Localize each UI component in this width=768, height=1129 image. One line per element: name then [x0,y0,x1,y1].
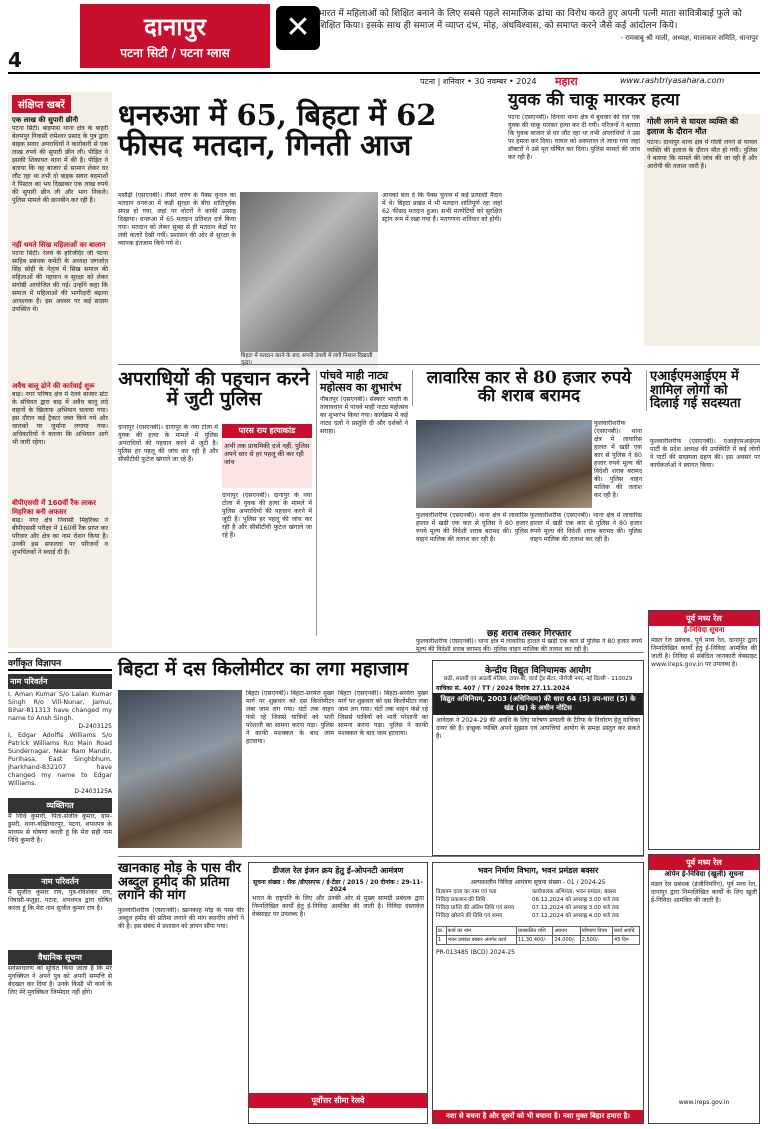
liquor-subhead: छह शराब तस्कर गिरफ्तार [486,629,572,639]
lead-photo-caption: बिहटा में मतदान करने के बाद अपनी उंगली में लगी निशान दिखाती वृद्धा। [240,352,378,368]
table-header-cell: प्राक्कलित राशि [516,927,552,936]
jam-story [118,660,428,680]
building-tender-title: भवन निर्माण विभाग, भवन प्रमंडल बक्सर [477,866,599,875]
brief-title: एक लाख की सुपारी छीनी [12,116,79,124]
lead-photo [240,192,378,352]
tender-footer: नशा से बचना है और दूसरों को भी बचाना है। नशा मुक्त बिहार हमारा है। [433,1110,643,1123]
classified-ads [8,656,112,1124]
x-logo-icon: ✕ [276,6,320,50]
table-header-cell: परिमाण विपत्र [580,927,612,936]
brief-body: बाढ़। नगर क्षेत्र निवासी मिहरिका ने बीपीएससी परीक्षा में 160वीं रैंक प्राप्त कर परिवार और क्षेत्र का नाम रोशन किया है। उनकी इस सफलता पर परिजनों व शुभचिंतकों ने बधाई दी है। [12,517,108,556]
classified-ad: I, Edgar Adolfis Williams S/o Patrick Williams R/o Main Road Sundernagar, Near Ram Mandir, Purihasa, East Singhbhum, Jharkhand-832107 have changed my name to Edgar Williams. [8,732,112,787]
tender-row-label: निविदा खोलने की तिथि एवं समय [436,913,503,919]
masthead [8,4,274,72]
jam-headline: बिहटा में दस किलोमीटर का लगा महाजाम [118,658,409,680]
police-headline: अपराधियों की पहचान करने में जुटी पुलिस [118,368,310,410]
brief-title: नहीं थमते सिख महिलाओं का बालान [12,241,106,249]
liquor-headline: लावारिस कार से 80 हजार रुपये की शराब बरामद [426,368,632,406]
jam-body-2: बिहटा (एसएनबी)। बिहटा-सरमेरा मुख्य मार्ग पर शुक्रवार को दस किलोमीटर लंबा जाम लग गया। घंटों तक वाहन फंसे रहे जिससे यात्रियों को भारी परेशानी का सामना करना पड़ा। पुलिस ने काफी मशक्कत के बाद जाम हटवाया। [338,690,428,737]
tender-row-value: 07.12.2024 को अपराह्न 3.00 बजे तक [532,905,620,911]
liquor-story [412,370,642,406]
liquor-photo [416,420,592,508]
rail-tender-notice [248,862,428,1124]
tender-row-value: 06.12.2024 को अपराह्न 3.00 बजे तक [532,897,620,903]
classified-ad: I, Aman Kumar S/o Lalan Kumar Singh R/o Vill-Nunar, Jamui, Bihar-811313 have changed my name to Ansh Singh. [8,691,112,722]
cerc-notice [432,660,644,856]
shooting-box-body: पटना। दानापुर थाना क्षेत्र में गोली लगने से घायल व्यक्ति की इलाज के दौरान मौत हो गयी। पुलिस ने बताया कि मामले की जांच की जा रही है और आरोपी की तलाश जारी है। [647,139,757,170]
classified-tag: वर्गीकृत विज्ञापन [8,656,112,671]
shooting-box-title: गोली लगने से घायल व्यक्ति की इलाज के दौरान मौत [647,117,739,136]
knife-body: पटना (एसएनबी)। दिनारा थाना क्षेत्र में बुधवार की रात एक युवक की चाकू मारकर हत्या कर दी गयी। परिजनों ने बताया कि युवक बाजार से घर लौट रहा था तभी अपराधियों ने उस पर हमला कर दिया। घायल को अस्पताल ले जाया गया जहां डॉक्टरों ने उसे मृत घोषित कर दिया। पुलिस मामले की जांच कर रही है। [508,114,640,161]
website-link[interactable]: www.rashtriyasahara.com [620,76,725,85]
drama-body: नौबतपुर (एसएनबी)। संस्कार भारती के तत्वावधान में पांचवे माही नाट्य महोत्सव का शुभारंभ किया गया। कार्यक्रम में कई नाट्य दलों ने प्रस्तुति दी और दर्शकों ने सराहा। [320,396,408,436]
knife-story [508,92,760,110]
shooting-box [644,114,760,346]
quote-author: - रामबाबू श्री माली, अध्यक्ष, मालाकार समिति, धानापुर [620,34,758,42]
tender-row-value: कार्यपालक अभियंता, भवन प्रमंडल, बक्सर [532,889,617,895]
tender-ref: PR-013485 (BCD) 2024-25 [436,949,515,956]
lead-body-2: आपको बता दें कि पैक्स चुनाव में कई प्रत्याशी मैदान में थे। बिहटा प्रखंड में भी मतदान शांतिपूर्ण रहा जहां 62 फीसद मतदान हुआ। सभी मतपेटियों को सुरक्षित स्ट्रांग रूम में रखा गया है। मतगणना शनिवार को होगी। [382,192,502,223]
cerc-subhead: विद्युत अधिनियम, 2003 (अधिनियम) की धारा 64 (5) उप-धारा (5) के खंड (ख) के अधीन नोटिस [433,693,643,715]
table-cell: 45 दिन [613,936,640,945]
liquor-body: फुलवारीशरीफ (एसएनबी)। थाना क्षेत्र में लावारिस हालत में खड़ी एक कार से पुलिस ने 80 हजार रुपये मूल्य की विदेशी शराब बरामद की। पुलिस वाहन मालिक की तलाश कर रही है। [416,512,528,543]
table-header-cell: कार्य का नाम [446,927,516,936]
aimim-headline: एआईएमआईएम में शामिल लोगों को दिलाई गई सदस्यता [650,369,741,412]
rule [118,364,760,365]
police-highlight: अभी तक प्राथमिकी दर्ज नहीं, पुलिस अपने स्तर से हर पहलू की कर रही जांच [222,440,312,488]
rail-tender-title: डीजल रेल इंजन क्रय हेतु ई-ओपनटी आमंत्रण [272,866,404,875]
statue-body: फुलवारीशरीफ (एसएनबी)। खानकाह मोड़ के पास वीर अब्दुल हमीद की प्रतिमा लगाने की मांग स्थानीय लोगों ने की है। इस संबंध में प्रशासन को ज्ञापन सौंपा गया। [118,906,244,930]
lead-story [118,100,498,161]
railway-tender-1-body: मंडल रेल प्रबंधक, पूर्व मध्य रेल, दानापुर द्वारा निम्नलिखित कार्यों हेतु ई-निविदा आमंत्रित की जाती है। निविदा से संबंधित जानकारी वेबसाइट www.ireps.gov.in पर उपलब्ध है। [651,637,757,668]
briefs-tag: संक्षिप्त खबरें [12,95,71,113]
railway-tender-2-body: मंडल रेल प्रबंधक (इंजीनियरिंग), पूर्व मध्य रेल, दानापुर द्वारा निम्नलिखित कार्यों के लिए खुली ई-निविदा आमंत्रित की जाती है। [651,881,757,904]
police-story [118,370,310,410]
knife-headline: युवक की चाकू मारकर हत्या [508,90,680,110]
tender-row-value: 07.12.2024 को अपराह्न 4.00 बजे तक [532,913,620,919]
building-tender-notice [432,862,644,1124]
masthead-subtitle: पटना सिटी / पटना ग्लास [120,46,230,60]
legal-notice-title: वैधानिक सूचना [8,950,112,965]
tender-table-header [437,927,640,936]
railway-tender-2 [648,854,760,1124]
table-row [437,936,640,945]
top-rule [8,72,760,74]
table-header-cell: कार्य अवधि [613,927,640,936]
police-tag: पारस राय हत्याकांड [222,424,312,438]
rail-tender-footer: पूर्वोत्तर सीमा रेलवे [249,1093,427,1108]
rule [118,856,644,857]
masthead-brand: दानापुर [144,12,206,41]
brief-body: पटना सिटी। बाइपास थाना क्षेत्र के बाहरी बेलमपुर निवासी रामेश्वर प्रसाद के पुत्र द्वारा बाइक सवार अपराधियों ने कारोबारी से एक लाख रुपये की सुपारी छीन ली। पीड़ित ने इसकी शिकायत थाना में की है। पीड़ित ने बताया कि वह बाजार से सामान लेकर घर लौट रहा था तभी दो बाइक सवार बदमाशों ने पिस्टल का भय दिखाकर एक लाख रुपये की सुपारी छीन ली और भाग निकले। पुलिस मामले की छानबीन कर रही है। [12,125,108,204]
railway-tender-1-sub: ई-निविदा सूचना [683,626,725,634]
masthead-quote [318,8,758,60]
liquor-body-2: फुलवारीशरीफ (एसएनबी)। थाना क्षेत्र में लावारिस हालत में खड़ी एक कार से पुलिस ने 80 हजार रुपये मूल्य की विदेशी शराब बरामद की। पुलिस वाहन मालिक की तलाश कर रही है। [530,512,642,543]
name-change-title: नाम परिवर्तन [8,674,112,689]
tender-row-label: निविदा प्राप्ति की अंतिम तिथि एवं समय [436,905,515,911]
aimim-body: फुलवारीशरीफ (एसएनबी)। एआईएमआईएम पार्टी के प्रदेश अध्यक्ष की उपस्थिति में कई लोगों ने पार्टी की सदस्यता ग्रहण की। इस अवसर पर कार्यकर्ताओं ने स्वागत किया। [650,438,760,469]
personal-title: व्यक्तिगत [8,798,112,813]
dateline: पटना | शनिवार • 30 नवम्बर • 2024 [420,77,537,86]
railway-tender-1-title: पूर्व मध्य रेल [649,611,759,626]
drama-headline: पांचवे माही नाट्य महोत्सव का शुभारंभ [320,369,402,394]
classified-ad-code: D-2403125 [78,723,112,730]
legal-notice-body: सर्वसाधारण को सूचित किया जाता है कि मेरे मुवक्किल ने अपने पुत्र को अपनी सम्पत्ति से बेदखल कर दिया है। उनके किसी भी कार्य के लिए मेरे मुवक्किल जिम्मेदार नहीं होंगे। [8,965,112,996]
railway-website-link[interactable]: www.ireps.gov.in [678,1099,730,1106]
liquor-side-body: फुलवारीशरीफ (एसएनबी)। थाना क्षेत्र में लावारिस हालत में खड़ी एक कार से पुलिस ने 80 हजार रुपये मूल्य की विदेशी शराब बरामद की। पुलिस वाहन मालिक की तलाश कर रही है। [594,420,642,499]
tender-row-label: विज्ञापन दाता का नाम एवं पता [436,889,497,895]
liquor-subhead-body: फुलवारीशरीफ (एसएनबी)। थाना क्षेत्र में लावारिस हालत में खड़ी एक कार से पुलिस ने 80 हजार रुपये मूल्य की विदेशी शराब बरामद की। पुलिस वाहन मालिक की तलाश कर रही है। [416,638,642,653]
lead-headline: धनरुआ में 65, बिहटा में 62 फीसद मतदान, गिनती आज [118,98,437,163]
tender-row [436,896,640,904]
police-body-2: दानापुर (एसएनबी)। दानापुर के नया टोला में युवक की हत्या के मामले में पुलिस अपराधियों की पहचान करने में जुटी है। पुलिस हर पहलू की जांच कर रही है और सीसीटीवी फुटेज खंगाले जा रहे हैं। [222,492,312,539]
table-cell: 2,500/- [580,936,612,945]
brief-title: अवैध बालू ढोने की कार्रवाई शुरू [12,382,95,390]
table-header-cell: अग्रधन [553,927,580,936]
table-header-cell: क्र. [437,927,447,936]
cerc-address: छठी, सातवीं एवं आठवीं मंजिल, टावर-बी, वर्ल्ड ट्रेड सेंटर, नौरोजी नगर, नई दिल्ली - 110029 [443,676,633,682]
rail-tender-subhead: सूचना संख्या : सैक /डीएसएफ / ई-टेंडर / 2015 / 20 दीनांक : 29-11-2024 [253,879,423,893]
statue-story [118,862,244,1099]
personal-body: मैं निधि कुमारी, पिता-संजीव कुमार, ग्राम-डुमरी, थाना-बख्तियारपुर, पटना, शपथपत्र के माध्यम से घोषणा करती हूं कि मेरा सही नाम निधि कुमारी है। [8,813,112,844]
cerc-body: आवेदक ने 2024-29 की अवधि के लिए पारेषण प्रणाली के टैरिफ के निर्धारण हेतु याचिका दायर की है। इच्छुक व्यक्ति अपने सुझाव एवं आपत्तियां आयोग के समक्ष प्रस्तुत कर सकते हैं। [436,717,640,740]
rule [8,652,644,653]
table-cell: 1 [437,936,447,945]
railway-tender-2-sub: ओपेन ई-निविदा (खुली) सूचना [664,870,744,878]
tender-row [436,904,640,912]
tender-row [436,912,640,920]
jam-photo [118,690,242,848]
brief-body: बाढ़। नगर परिषद क्षेत्र में रेलवे बाजार स्टेट के संचिवत द्वारा बाढ़ में अवैध बालू लदे वाहनों के खिलाफ अभियान चलाया गया। इस दौरान कई ट्रैक्टर जब्त किये गये और चालकों पर जुर्माना लगाया गया। अधिकारियों ने बताया कि अभियान आगे भी जारी रहेगा। [12,391,108,446]
table-cell: भवन प्रमंडल बक्सर अंतर्गत कार्य [446,936,516,945]
tender-table [436,926,640,945]
drama-story [316,370,408,636]
name-change-2-body: मैं सुजीत कुमार राय, पुत्र-रविशंकर राय, निवासी-फतुहा, पटना, शपथपत्र द्वारा घोषित करता हूं कि मेरा नाम सुजीत कुमार राय है। [8,889,112,912]
table-cell: 24,000/- [553,936,580,945]
lead-body-1: मसौढ़ी (एसएनबी)। तीसरे चरण के पैक्स चुनाव का मतदान धनरुआ में कड़ी सुरक्षा के बीच शांतिपूर्वक संपन्न हो गया, जहां पर वोटरों ने काफी उत्साह दिखाया। धनरुआ में 65 मतदान प्रतिशत दर्ज किया गया। मतदान को लेकर सुबह से ही मतदान केंद्रों पर लंबी कतारें देखी गयीं। प्रशासन की ओर से सुरक्षा के व्यापक इंतजाम किये गये थे। [118,192,236,247]
quote-text: भारत में महिलाओं को शिक्षित बनाने के लिए सबसे पहले सामाजिक ढांचा का विरोध करते हुए अपनी पत्नी माता सावित्रीबाई फुले को शिक्षित किया। इसके साथ ही समाज में व्याप्त दंभ, मोह, अंधविश्वास, को समाप्त करने जैसे कई आंदोलन किये। [318,9,742,31]
police-body: दानापुर (एसएनबी)। दानापुर के नया टोला में युवक की हत्या के मामले में पुलिस अपराधियों की पहचान करने में जुटी है। पुलिस हर पहलू की जांच कर रही है और सीसीटीवी फुटेज खंगाले जा रहे हैं। [118,424,218,463]
table-cell: 11,30,400/- [516,936,552,945]
jam-body: बिहटा (एसएनबी)। बिहटा-सरमेरा मुख्य मार्ग पर शुक्रवार को दस किलोमीटर लंबा जाम लग गया। घंटों तक वाहन फंसे रहे जिससे यात्रियों को भारी परेशानी का सामना करना पड़ा। पुलिस ने काफी मशक्कत के बाद जाम हटवाया। [246,690,334,745]
paper-name: महारा [555,75,578,88]
rail-tender-body: भारत के राष्ट्रपति के लिए और उनकी ओर से मुख्य सामग्री प्रबंधक द्वारा निम्नलिखित कार्यों हेतु ई-निविदा आमंत्रित की जाती है। निविदा दस्तावेज वेबसाइट पर उपलब्ध है। [252,895,424,918]
cerc-title: केन्द्रीय विद्युत विनियामक आयोग [485,666,591,676]
classified-ad-code: D-2403125A [74,788,112,795]
name-change-2-title: नाम परिवर्तन [8,874,112,889]
railway-tender-1 [648,610,760,850]
tender-row [436,888,640,896]
briefs-sidebar [8,92,112,648]
railway-tender-2-title: पूर्व मध्य रेल [649,855,759,870]
aimim-story [646,370,760,411]
tender-row-label: निविदा प्रकाशन की तिथि [436,897,486,903]
statue-headline: खानकाह मोड़ के पास वीर अब्दुल हमीद की प्रतिमा लगाने की मांग [118,861,242,904]
brief-title: बीपीएससी में 160वीं रैंक लाकर मिहरिका बनी अफसर [12,499,97,516]
page-number: 4 [8,48,22,72]
brief-body: पटना सिटी। रेलवे के हरिजंदिर जी पटना साहिब प्रबंधक कमेटी के अध्यक्ष जगजोत सिंह सोही के नेतृत्व में सिख समाज की महिलाओं की पहचान व सुरक्षा को लेकर संगोष्ठी आयोजित की गई। उन्होंने कहा कि समाज में महिलाओं की भागीदारी बढ़ाना आवश्यक है। इस अवसर पर कई सदस्य उपस्थित थे। [12,250,108,313]
building-tender-subhead: अल्पकालीन निविदा आमंत्रण सूचना संख्या - 01 / 2024-25 [470,879,606,886]
cerc-petition: याचिका सं. 407 / TT / 2024 दिनांक 27.11.2024 [436,685,570,692]
masthead-banner [80,4,270,68]
